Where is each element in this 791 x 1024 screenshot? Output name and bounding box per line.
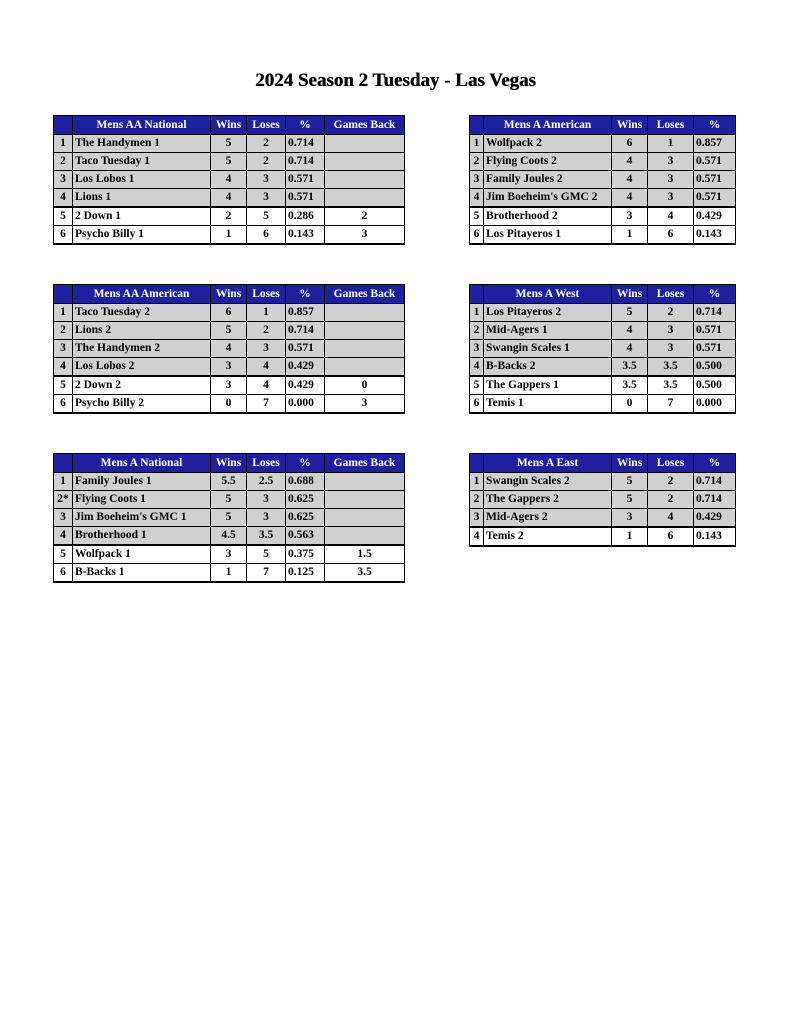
rank-cell: 1 [470,473,484,491]
pct-cell: 0.625 [286,491,325,509]
table-row [54,376,405,395]
rank-header [470,454,484,473]
loses-cell: 3.5 [648,376,694,395]
pct-cell: 0.571 [286,340,325,358]
loses-cell: 7 [247,564,286,583]
pct-cell: 0.375 [286,545,325,564]
team-cell: The Gappers 1 [484,376,612,395]
team-cell: Taco Tuesday 1 [73,153,211,171]
wins-cell: 4 [612,171,648,189]
team-cell: Los Pitayeros 1 [484,226,612,245]
games-back-cell [325,527,405,546]
team-cell: Temis 1 [484,395,612,414]
games-back-cell [325,171,405,189]
wins-cell: 4 [612,189,648,208]
loses-cell: 2 [648,473,694,491]
wins-cell: 5.5 [211,473,247,491]
table-row [470,135,736,153]
wins-cell: 3 [211,545,247,564]
pct-cell: 0.571 [286,189,325,208]
games-back-cell [325,322,405,340]
team-cell: The Handymen 1 [73,135,211,153]
pct-header: % [694,454,736,473]
games-back-cell: 3 [325,395,405,414]
wins-cell: 5 [612,473,648,491]
pct-cell: 0.143 [286,226,325,245]
pct-cell: 0.571 [694,189,736,208]
rank-cell: 5 [54,545,73,564]
loses-cell: 3 [247,340,286,358]
table-row [54,545,405,564]
team-cell: Los Lobos 1 [73,171,211,189]
rank-header [470,116,484,135]
rank-cell: 4 [470,527,484,546]
rank-header [54,116,73,135]
rank-cell: 5 [54,207,73,226]
wins-cell: 0 [612,395,648,414]
wins-cell: 4 [211,340,247,358]
loses-cell: 3 [648,340,694,358]
wins-cell: 3.5 [612,358,648,377]
team-cell: 2 Down 1 [73,207,211,226]
rank-cell: 4 [54,189,73,208]
loses-cell: 3 [247,491,286,509]
wins-cell: 4 [211,189,247,208]
table-row [54,358,405,377]
division-name: Mens A American [484,116,612,135]
pct-cell: 0.571 [694,340,736,358]
table-row [54,322,405,340]
table-row [470,340,736,358]
loses-cell: 3 [648,189,694,208]
rank-header [470,285,484,304]
games-back-header: Games Back [325,116,405,135]
wins-cell: 3 [211,376,247,395]
wins-cell: 4 [211,171,247,189]
team-cell: Psycho Billy 1 [73,226,211,245]
table-row [470,304,736,322]
loses-cell: 3 [648,153,694,171]
rank-cell: 4 [54,527,73,546]
loses-cell: 1 [648,135,694,153]
pct-header: % [286,116,325,135]
wins-header: Wins [612,116,648,135]
games-back-cell: 2 [325,207,405,226]
pct-cell: 0.571 [694,171,736,189]
table-row [470,527,736,546]
rank-cell: 3 [54,509,73,527]
games-back-cell: 0 [325,376,405,395]
table-header-row [54,454,405,473]
games-back-header: Games Back [325,285,405,304]
team-cell: B-Backs 1 [73,564,211,583]
wins-cell: 1 [211,564,247,583]
rank-cell: 6 [470,395,484,414]
pct-cell: 0.571 [694,153,736,171]
pct-cell: 0.714 [694,473,736,491]
team-cell: Flying Coots 2 [484,153,612,171]
pct-cell: 0.286 [286,207,325,226]
pct-cell: 0.000 [286,395,325,414]
loses-cell: 2 [247,153,286,171]
table-row [54,226,405,245]
table-row [470,509,736,528]
loses-cell: 3.5 [648,358,694,377]
loses-cell: 3 [648,171,694,189]
table-header-row [470,285,736,304]
team-cell: Jim Boeheim's GMC 1 [73,509,211,527]
wins-cell: 6 [612,135,648,153]
standings-table-mens-a-american [469,115,736,245]
pct-cell: 0.714 [286,135,325,153]
pct-cell: 0.429 [694,509,736,528]
division-name: Mens AA American [73,285,211,304]
table-header-row [470,454,736,473]
wins-cell: 6 [211,304,247,322]
team-cell: Brotherhood 1 [73,527,211,546]
standings-table-mens-a-east [469,453,736,547]
wins-cell: 3 [211,358,247,377]
division-name: Mens A West [484,285,612,304]
loses-cell: 3 [247,509,286,527]
rank-cell: 2 [470,322,484,340]
team-cell: Family Joules 1 [73,473,211,491]
pct-header: % [694,285,736,304]
rank-cell: 2 [470,491,484,509]
rank-cell: 1 [470,304,484,322]
loses-cell: 2 [648,491,694,509]
loses-cell: 1 [247,304,286,322]
pct-cell: 0.714 [286,153,325,171]
pct-cell: 0.500 [694,358,736,377]
wins-cell: 5 [211,153,247,171]
loses-header: Loses [247,454,286,473]
loses-header: Loses [247,116,286,135]
table-row [470,395,736,414]
pct-cell: 0.714 [694,304,736,322]
pct-header: % [286,285,325,304]
table-row [54,395,405,414]
games-back-cell [325,473,405,491]
pct-cell: 0.571 [286,171,325,189]
games-back-cell: 3 [325,226,405,245]
division-name: Mens A East [484,454,612,473]
team-cell: Psycho Billy 2 [73,395,211,414]
team-cell: Swangin Scales 2 [484,473,612,491]
loses-cell: 2 [648,304,694,322]
table-row [470,153,736,171]
team-cell: Swangin Scales 1 [484,340,612,358]
rank-cell: 2 [470,153,484,171]
team-cell: Wolfpack 2 [484,135,612,153]
team-cell: Los Lobos 2 [73,358,211,377]
table-row [470,207,736,226]
table-row [470,491,736,509]
table-row [54,171,405,189]
table-row [54,340,405,358]
rank-cell: 6 [54,226,73,245]
team-cell: 2 Down 2 [73,376,211,395]
rank-cell: 1 [470,135,484,153]
rank-header [54,285,73,304]
games-back-cell [325,189,405,208]
games-back-cell [325,358,405,377]
wins-cell: 4 [612,322,648,340]
games-back-cell [325,509,405,527]
page-title: 2024 Season 2 Tuesday - Las Vegas [255,70,536,91]
table-header-row [470,116,736,135]
team-cell: Taco Tuesday 2 [73,304,211,322]
loses-cell: 3 [648,322,694,340]
division-name: Mens A National [73,454,211,473]
wins-cell: 5 [211,491,247,509]
wins-header: Wins [211,454,247,473]
rank-cell: 2* [54,491,73,509]
loses-cell: 6 [648,527,694,546]
pct-cell: 0.688 [286,473,325,491]
wins-header: Wins [612,454,648,473]
table-row [470,358,736,377]
wins-cell: 3.5 [612,376,648,395]
standings-table-mens-aa-national [53,115,405,245]
table-row [54,153,405,171]
wins-cell: 4.5 [211,527,247,546]
rank-cell: 6 [54,564,73,583]
table-row [470,473,736,491]
rank-cell: 5 [470,207,484,226]
pct-cell: 0.429 [286,358,325,377]
loses-cell: 6 [247,226,286,245]
wins-cell: 5 [211,509,247,527]
wins-cell: 3 [612,207,648,226]
loses-cell: 7 [247,395,286,414]
table-row [54,491,405,509]
table-header-row [54,285,405,304]
standings-table-mens-aa-american [53,284,405,414]
team-cell: Los Pitayeros 2 [484,304,612,322]
wins-header: Wins [612,285,648,304]
loses-header: Loses [648,285,694,304]
loses-cell: 2 [247,135,286,153]
table-row [470,322,736,340]
rank-cell: 5 [54,376,73,395]
rank-cell: 5 [470,376,484,395]
rank-cell: 4 [54,358,73,377]
wins-header: Wins [211,116,247,135]
loses-cell: 4 [648,207,694,226]
games-back-cell [325,153,405,171]
team-cell: Temis 2 [484,527,612,546]
table-row [470,226,736,245]
rank-cell: 1 [54,304,73,322]
wins-cell: 1 [612,226,648,245]
loses-header: Loses [648,116,694,135]
loses-cell: 4 [648,509,694,528]
team-cell: Lions 2 [73,322,211,340]
wins-cell: 1 [211,226,247,245]
pct-cell: 0.625 [286,509,325,527]
pct-cell: 0.429 [286,376,325,395]
team-cell: Brotherhood 2 [484,207,612,226]
table-row [54,564,405,583]
table-row [470,171,736,189]
rank-cell: 6 [54,395,73,414]
table-row [54,509,405,527]
wins-cell: 5 [211,322,247,340]
games-back-header: Games Back [325,454,405,473]
table-row [470,376,736,395]
pct-cell: 0.563 [286,527,325,546]
table-row [54,527,405,546]
wins-cell: 5 [612,304,648,322]
loses-cell: 2.5 [247,473,286,491]
rank-cell: 3 [470,340,484,358]
games-back-cell [325,491,405,509]
rank-cell: 3 [54,340,73,358]
loses-cell: 4 [247,376,286,395]
loses-cell: 6 [648,226,694,245]
pct-cell: 0.429 [694,207,736,226]
pct-cell: 0.000 [694,395,736,414]
loses-cell: 5 [247,207,286,226]
rank-cell: 6 [470,226,484,245]
rank-cell: 3 [54,171,73,189]
rank-cell: 1 [54,135,73,153]
table-row [54,304,405,322]
wins-cell: 1 [612,527,648,546]
rank-cell: 2 [54,153,73,171]
pct-cell: 0.571 [694,322,736,340]
team-cell: B-Backs 2 [484,358,612,377]
rank-cell: 1 [54,473,73,491]
team-cell: Mid-Agers 2 [484,509,612,528]
team-cell: Wolfpack 1 [73,545,211,564]
pct-header: % [694,116,736,135]
table-row [470,189,736,208]
rank-cell: 3 [470,171,484,189]
standings-table-mens-a-national [53,453,405,583]
team-cell: The Gappers 2 [484,491,612,509]
wins-header: Wins [211,285,247,304]
rank-cell: 3 [470,509,484,528]
loses-cell: 7 [648,395,694,414]
games-back-cell [325,135,405,153]
games-back-cell: 1.5 [325,545,405,564]
wins-cell: 4 [612,153,648,171]
wins-cell: 3 [612,509,648,528]
games-back-cell [325,304,405,322]
loses-header: Loses [648,454,694,473]
pct-cell: 0.857 [694,135,736,153]
rank-cell: 4 [470,358,484,377]
loses-cell: 2 [247,322,286,340]
team-cell: Jim Boeheim's GMC 2 [484,189,612,208]
table-row [54,473,405,491]
table-row [54,135,405,153]
pct-cell: 0.714 [694,491,736,509]
rank-cell: 4 [470,189,484,208]
rank-header [54,454,73,473]
loses-cell: 3 [247,189,286,208]
team-cell: Mid-Agers 1 [484,322,612,340]
loses-cell: 4 [247,358,286,377]
games-back-cell [325,340,405,358]
division-name: Mens AA National [73,116,211,135]
rank-cell: 2 [54,322,73,340]
loses-header: Loses [247,285,286,304]
team-cell: The Handymen 2 [73,340,211,358]
wins-cell: 5 [211,135,247,153]
pct-header: % [286,454,325,473]
team-cell: Lions 1 [73,189,211,208]
wins-cell: 2 [211,207,247,226]
pct-cell: 0.500 [694,376,736,395]
pct-cell: 0.143 [694,527,736,546]
loses-cell: 5 [247,545,286,564]
pct-cell: 0.125 [286,564,325,583]
wins-cell: 4 [612,340,648,358]
table-row [54,189,405,208]
standings-table-mens-a-west [469,284,736,414]
loses-cell: 3.5 [247,527,286,546]
team-cell: Flying Coots 1 [73,491,211,509]
table-header-row [54,116,405,135]
games-back-cell: 3.5 [325,564,405,583]
team-cell: Family Joules 2 [484,171,612,189]
table-row [54,207,405,226]
pct-cell: 0.857 [286,304,325,322]
pct-cell: 0.714 [286,322,325,340]
pct-cell: 0.143 [694,226,736,245]
wins-cell: 5 [612,491,648,509]
wins-cell: 0 [211,395,247,414]
loses-cell: 3 [247,171,286,189]
